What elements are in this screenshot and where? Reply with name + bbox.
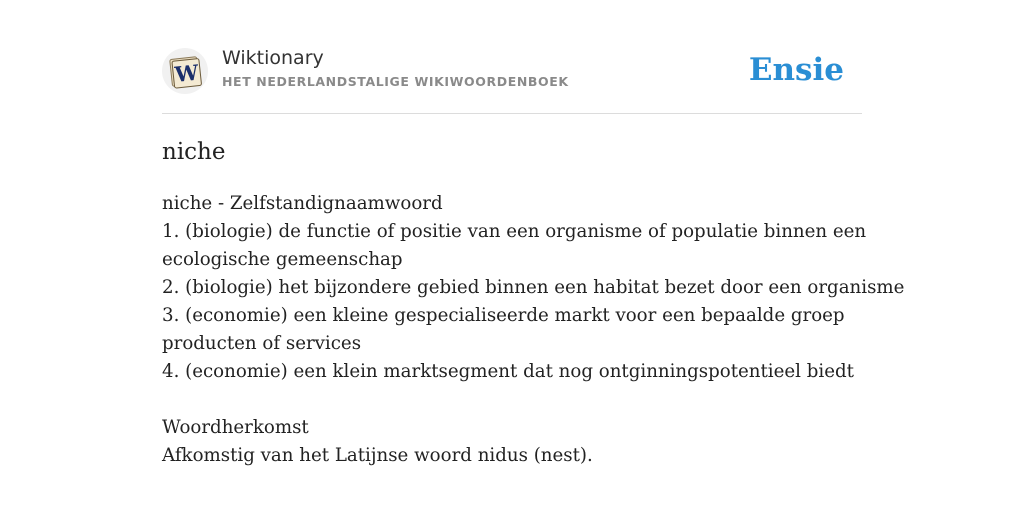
definition-4: 4. (economie) een klein marktsegment dat nog ontginningspotentieel biedt [162,361,854,382]
etymology-text: Afkomstig van het Latijnse woord nidus (nest). [162,445,593,466]
definition-1-line-2: ecologische gemeenschap [162,249,403,270]
definition-1-line-1: 1. (biologie) de functie of positie van een organisme of populatie binnen een [162,221,867,242]
definition-3-line-1: 3. (economie) een kleine gespecialiseerde markt voor een bepaalde groep [162,305,845,326]
etymology-heading: Woordherkomst [162,417,309,438]
entry-content [162,190,905,470]
logo-tile-graphic [162,48,208,94]
ensie-brand-link[interactable]: Ensie [748,52,844,88]
header-divider [162,113,862,114]
wiktionary-logo-icon[interactable] [162,48,208,94]
definition-3-line-2: producten of services [162,333,362,354]
site-tagline: HET NEDERLANDSTALIGE WIKIWOORDENBOEK [222,74,569,89]
header [162,46,862,96]
logo-letter: W [173,59,200,87]
section-spacer [162,386,862,414]
site-name[interactable]: Wiktionary [222,47,324,69]
definition-2: 2. (biologie) het bijzondere gebied binnen een habitat bezet door een organisme [162,277,905,298]
entry-title: niche [162,139,226,165]
part-of-speech: niche - Zelfstandignaamwoord [162,193,443,214]
